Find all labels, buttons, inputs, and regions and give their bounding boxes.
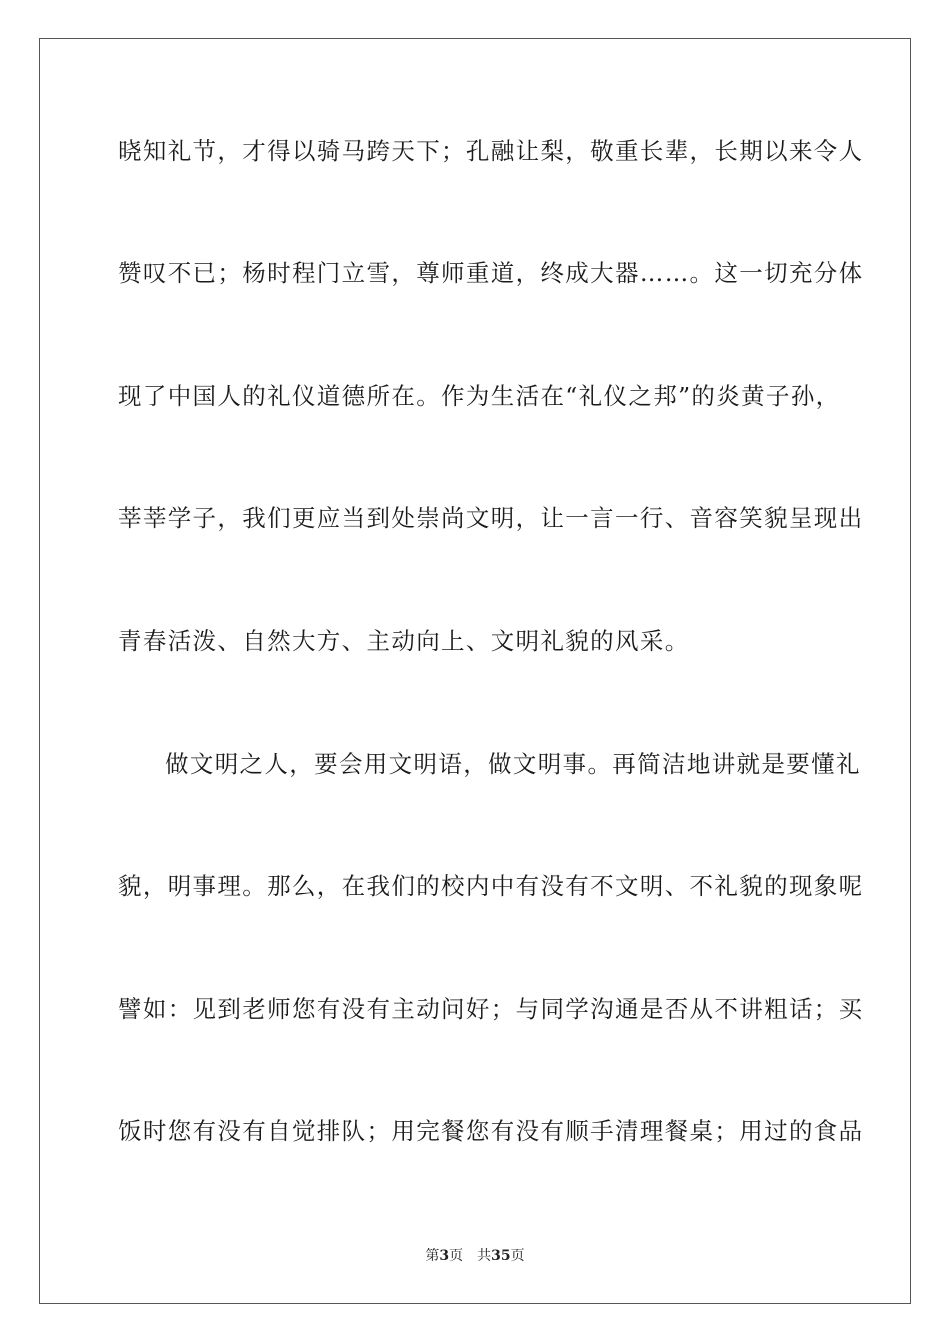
paragraph-2-first-line: 做文明之人，要会用文明语，做文明事。再简洁地讲就是要懂礼 — [165, 750, 861, 778]
body-line-2: 赞叹不已；杨时程门立雪，尊师重道，终成大器……。这一切充分体 — [118, 259, 864, 287]
page-footer — [0, 1246, 950, 1266]
body-line-4: 莘莘学子，我们更应当到处崇尚文明，让一言一行、音容笑貌呈现出 — [118, 504, 864, 532]
footer-page-number: 3 — [439, 1248, 450, 1264]
body-line-8: 譬如：见到老师您有没有主动问好；与同学沟通是否从不讲粗话；买 — [118, 995, 864, 1023]
page-border — [39, 38, 911, 1304]
footer-total-pages: 35 — [491, 1248, 511, 1264]
footer-page-prefix: 第 — [425, 1248, 440, 1264]
footer-page-suffix: 页 — [449, 1248, 464, 1264]
body-line-5: 青春活泼、自然大方、主动向上、文明礼貌的风采。 — [118, 627, 690, 655]
footer-total-prefix: 共 — [477, 1248, 492, 1264]
body-line-7: 貌，明事理。那么，在我们的校内中有没有不文明、不礼貌的现象呢 — [118, 872, 864, 900]
body-line-9: 饭时您有没有自觉排队；用完餐您有没有顺手清理餐桌；用过的食品 — [118, 1117, 864, 1145]
body-line-1: 晓知礼节，才得以骑马跨天下；孔融让梨，敬重长辈，长期以来令人 — [118, 137, 864, 165]
body-line-3: 现了中国人的礼仪道德所在。作为生活在“礼仪之邦”的炎黄子孙， — [118, 382, 841, 410]
footer-total-suffix: 页 — [510, 1248, 525, 1264]
